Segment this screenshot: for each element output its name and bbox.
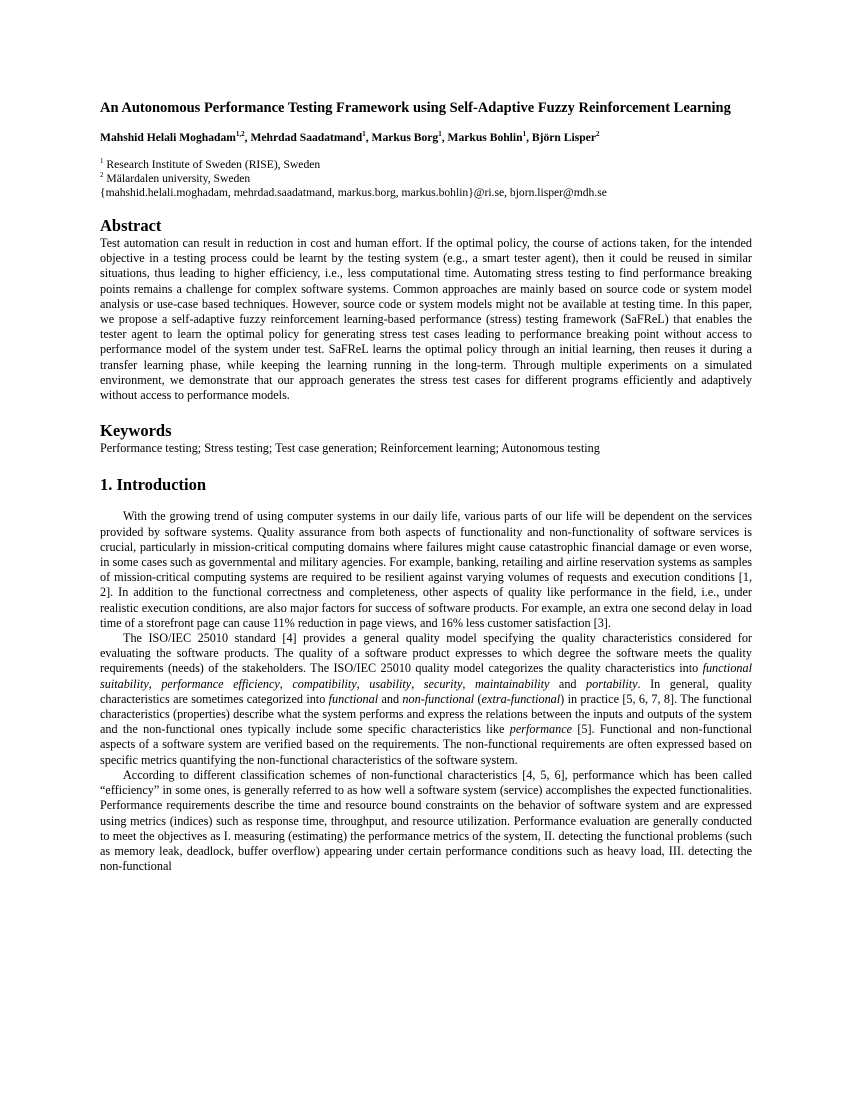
keywords-text: Performance testing; Stress testing; Test case generation; Reinforcement learning; Autonomous testing: [100, 441, 600, 456]
author-list: [100, 130, 752, 146]
author: Markus Borg$^1$,: [371, 130, 448, 144]
intro-paragraph-2: The ISO/IEC 25010 standard [4] provides a general quality model specifying the quality characteristics considered for evaluating the software products. The quality of a software product expresses to which degree the software meets the quality requirements (needs) of the stakeholders. The ISO/IEC 25010 quality model categorizes the quality characteristics into functional suitability, performance efficiency, compatibility, usability, security, maintainability and portability. In general, quality characteristics are sometimes categorized into functional and non-functional (extra-functional) in practice [5, 6, 7, 8]. The functional characteristics (properties) describe what the system performs and express the relations between the inputs and outputs of the system and the non-functional ones typically include some specific characteristics like performance [5]. Functional and non-functional aspects of a software system are verified based on the requirements. The non-functional requirements are often expressed based on specific metrics quantifying the non-functional characteristics of the software system.: [100, 631, 753, 767]
intro-paragraph-1: With the growing trend of using computer systems in our daily life, various parts of our life will be dependent on the services provided by software systems. Quality assurance from both aspects of functionality and non-functionality of software services is crucial, particularly in mission-critical computing domains where failures might cause catastrophic financial damage or even worse, in some cases such as governmental and military agencies. For example, banking, retailing and airline reservation systems as samples of mission-critical computing systems are required to be resilient against varying volumes of requests and execution conditions [1, 2]. In addition to the functional correctness and completeness, other aspects of quality like performance in the field, i.e., under realistic execution conditions, are also major factors for success of software products. For example, an extra one second delay in load time of a storefront page can cause 11% reduction in page views, and 16% less customer satisfaction [3].: [100, 509, 752, 630]
email-list: {mahshid.helali.moghadam, mehrdad.saadatmand, markus.borg, markus.bohlin}@ri.se, bjorn.lisper@mdh.se: [100, 186, 607, 199]
author: Mahshid Helali Moghadam$^{1,2}$,: [100, 130, 251, 144]
author: Björn Lisper$^2$: [531, 130, 600, 144]
affiliations: [100, 158, 752, 200]
author-affiliation-mark: 1,2: [235, 130, 245, 139]
paper-title: An Autonomous Performance Testing Framework using Self-Adaptive Fuzzy Reinforcement Learning: [100, 100, 731, 116]
author: Mehrdad Saadatmand$^1$,: [250, 130, 372, 144]
intro-paragraph-3: According to different classification schemes of non-functional characteristics [4, 5, 6], performance which has been called “efficiency” in some ones, is generally referred to as how well a software system (service) accomplishes the expected functionalities. Performance requirements describe the time and resource bound constraints on the behavior of software system and are expressed using metrics (indices) such as response time, throughput, and resource utilization. Performance evaluation are generally conducted to meet the objectives as I. measuring (estimating) the performance metrics of the system, II. detecting the functional problems (such as memory leak, deadlock, buffer overflow) appearing under certain performance conditions such as heavy load, III. detecting the non-functional: [100, 767, 752, 874]
author-affiliation-mark: 2: [595, 130, 600, 139]
author-affiliation-mark: 1: [362, 130, 366, 139]
abstract-heading: Abstract: [100, 216, 162, 235]
author-affiliation-mark: 1: [438, 130, 442, 139]
affiliation: $^1$ Research Institute of Sweden (RISE), Sweden: [100, 157, 321, 171]
author-affiliation-mark: 1: [522, 130, 527, 139]
affiliation: $^2$ Mälardalen university, Sweden: [100, 171, 251, 185]
keywords-heading: Keywords: [100, 421, 172, 441]
introduction-body: [100, 509, 752, 874]
paper-page: [100, 99, 752, 874]
introduction-heading: 1. Introduction: [100, 475, 207, 495]
abstract-text: Test automation can result in reduction in cost and human effort. If the optimal policy, the course of actions taken, for the intended objective in a testing process could be learnt by the testing system (e.g., a smart tester agent), then it could be reused in similar situations, thus leading to higher efficiency, i.e., less computational time. Automating stress testing to find performance breaking points remains a challenge for complex software systems. Common approaches are mainly based on source code or system model analysis or use-case based techniques. However, source code or system models might not be available at testing time. In this paper, we propose a self-adaptive fuzzy reinforcement learning-based performance (stress) testing framework (SaFReL) that enables the tester agent to learn the optimal policy for generating stress test cases leading to performance breaking point without access to performance model of the system under test. SaFReL learns the optimal policy through an initial learning, then reuses it during a transfer learning phase, while keeping the learning running in the long-term. Through multiple experiments on a simulated environment, we demonstrate that our approach generates the stress test cases for different programs efficiently and adaptively without access to performance models.: [100, 236, 752, 403]
author: Markus Bohlin$^1$,: [447, 130, 532, 144]
